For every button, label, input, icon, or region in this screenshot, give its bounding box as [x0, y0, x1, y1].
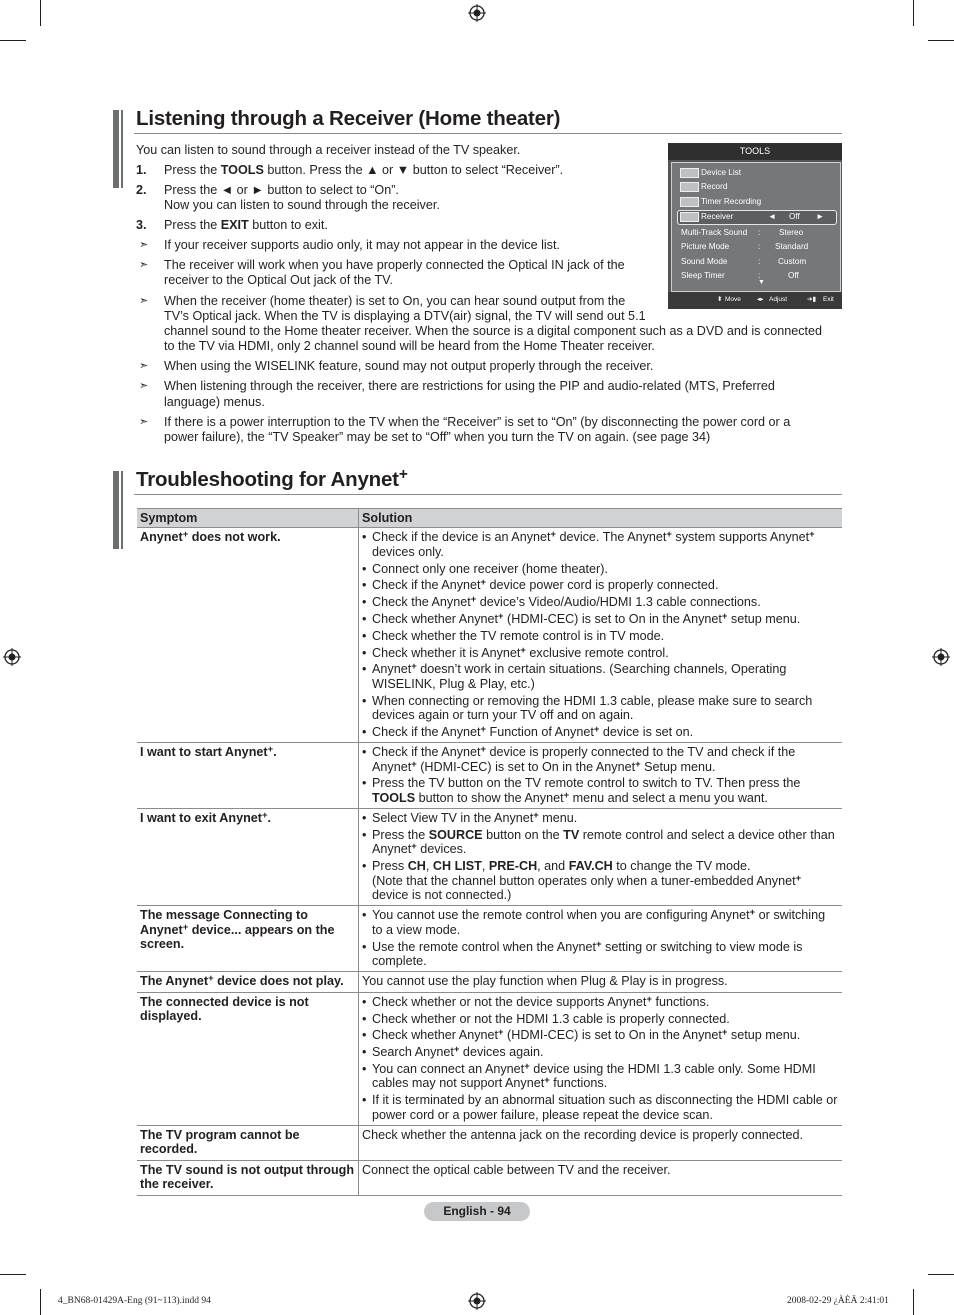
menu-item-record[interactable]: Record: [701, 182, 728, 191]
plus-mark: +: [520, 644, 526, 656]
crop-mark: [913, 1289, 914, 1315]
setting-label: Sound Mode: [681, 257, 728, 266]
note-arrow-icon: ➣: [139, 259, 149, 271]
registration-mark-icon: [932, 648, 950, 666]
list-item: • Check whether Anynet+ (HDMI-CEC) is set to On in the Anynet+ setup menu.: [362, 1028, 839, 1042]
plus-mark: +: [550, 529, 557, 541]
footer-adjust-label: Adjust: [769, 296, 788, 303]
note-arrow-icon: ➣: [139, 295, 149, 307]
note-arrow-icon: ➣: [139, 360, 149, 372]
col-solution-header: Solution: [359, 509, 843, 528]
keyword: FAV.CH: [568, 859, 613, 874]
solution-cell: [359, 992, 843, 1125]
plus-mark: +: [498, 610, 504, 622]
table-row: [137, 992, 842, 1125]
crop-mark: [0, 1274, 26, 1275]
footer-move-label: Move: [725, 296, 741, 303]
plus-mark: +: [498, 1027, 504, 1039]
anynet-logo-icon: [680, 197, 699, 207]
setting-label: Picture Mode: [681, 242, 730, 251]
note-text: power failure), the “TV Speaker” may be set to “Off” when you turn the TV on again. (see page 34): [164, 430, 711, 444]
step-number: 1.: [136, 163, 147, 177]
note-text: The receiver will work when you have properly connected the Optical IN jack of the: [164, 258, 625, 272]
note-text: TV’s Optical jack. When the TV is displaying a DTV(air) signal, the TV will send out 5.1: [164, 309, 646, 323]
plus-mark: +: [261, 809, 268, 821]
troubleshooting-table: [137, 508, 842, 1196]
plus-mark: +: [480, 577, 487, 589]
registration-mark-icon: [3, 648, 21, 666]
section-accent-bar: [121, 471, 123, 549]
table-row: [137, 809, 842, 906]
right-arrow-icon[interactable]: ►: [816, 212, 825, 221]
step-number: 3.: [136, 218, 147, 232]
table-header-row: [137, 509, 842, 528]
crop-mark: [40, 0, 41, 26]
solution-cell: [359, 906, 843, 972]
symptom-cell: The message Connecting to Anynet+ device... appears on the screen.: [137, 906, 359, 972]
note-text: language) menus.: [164, 395, 265, 409]
plus-mark: +: [563, 789, 570, 801]
menu-item-device-list[interactable]: Device List: [701, 168, 742, 177]
solution-cell: Check whether the antenna jack on the recording device is properly connected.: [359, 1126, 843, 1161]
footer-exit-label: Exit: [823, 296, 834, 303]
setting-sep: :: [758, 271, 761, 280]
setting-value: Standard: [775, 242, 809, 251]
list-item: • Search Anynet+ devices again.: [362, 1045, 839, 1059]
symptom-cell: The connected device is not displayed.: [137, 992, 359, 1125]
list-item: • Check whether or not the device supports Anynet+ functions.: [362, 995, 839, 1009]
crop-mark: [0, 40, 26, 41]
plus-mark: +: [721, 610, 728, 622]
plus-mark: +: [411, 841, 417, 853]
anynet-logo-icon: [680, 182, 699, 192]
setting-value: Custom: [778, 257, 807, 266]
keyword: TOOLS: [372, 790, 416, 805]
plus-mark: +: [182, 529, 189, 541]
section-rule: [134, 133, 842, 134]
section-rule: [134, 494, 842, 495]
list-item: • Select View TV in the Anynet+ menu.: [362, 811, 839, 825]
plus-mark: +: [208, 973, 214, 985]
symptom-cell: I want to exit Anynet+.: [137, 809, 359, 906]
setting-label: Multi-Track Sound: [681, 228, 748, 237]
setting-sep: :: [758, 228, 761, 237]
crop-mark: [913, 0, 914, 26]
plus-mark: +: [593, 723, 600, 735]
plus-mark: +: [524, 1060, 530, 1072]
table-row: [137, 743, 842, 809]
note-text: When listening through the receiver, there are restrictions for using the PIP and audio-related (MTS, Preferred: [164, 379, 775, 393]
list-item: • Check if the device is an Anynet+ device. The Anynet+ system supports Anynet+ devices only.: [362, 530, 839, 559]
plus-mark: +: [411, 661, 417, 673]
page-number-badge: English - 94: [424, 1202, 530, 1221]
solution-list: [362, 530, 839, 739]
print-slug-right: 2008-02-29 ¿ÀÈÄ 2:41:01: [787, 1296, 889, 1306]
plus-mark: +: [646, 993, 652, 1005]
anynet-logo-icon: [680, 168, 699, 178]
plus-mark: +: [795, 872, 802, 884]
symptom-cell: I want to start Anynet+.: [137, 743, 359, 809]
setting-value: Off: [788, 271, 799, 280]
setting-sep: :: [758, 257, 761, 266]
keyword: PRE-CH: [488, 859, 538, 874]
setting-sep: :: [758, 242, 761, 251]
list-item: • Use the remote control when the Anynet+ setting or switching to view mode is complete.: [362, 940, 839, 969]
step-2-line-1: Press the ◄ or ► button to select to “On”.: [164, 183, 399, 197]
crop-mark: [40, 1289, 41, 1315]
solution-cell: [359, 743, 843, 809]
symptom-cell: Anynet+ does not work.: [137, 528, 359, 743]
registration-mark-icon: [468, 1292, 486, 1310]
keyword: CH LIST: [432, 859, 482, 874]
plus-mark: +: [666, 529, 672, 541]
note-text: to the TV via HDMI, only 2 channel sound will be heard from the Home Theater receiver.: [164, 339, 655, 353]
section-title-troubleshooting: Troubleshooting for Anynet+: [136, 466, 408, 491]
note-text: If there is a power interruption to the TV when the “Receiver” is set to “On” (by disconnecting the power cord or a: [164, 415, 791, 429]
scroll-down-icon[interactable]: ▼: [758, 279, 765, 286]
list-item: • Press the SOURCE button on the TV remote control and select a device other than Anynet+ devices.: [362, 828, 839, 857]
crop-mark: [928, 40, 954, 41]
crop-mark: [928, 1274, 954, 1275]
keyword: SOURCE: [428, 828, 483, 843]
list-item: • Check the Anynet+ device’s Video/Audio/HDMI 1.3 cable connections.: [362, 595, 839, 609]
tools-menu-list: [671, 162, 841, 292]
note-text: When the receiver (home theater) is set to On, you can hear sound output from the: [164, 294, 626, 308]
solution-list: [362, 908, 839, 968]
plus-mark: +: [749, 907, 756, 919]
intro-text: You can listen to sound through a receiver instead of the TV speaker.: [136, 143, 521, 157]
note-arrow-icon: ➣: [139, 239, 149, 251]
tools-menu-header: TOOLS: [668, 143, 842, 160]
list-item: • Check whether Anynet+ (HDMI-CEC) is set to On in the Anynet+ setup menu.: [362, 612, 839, 626]
tools-menu-footer: [668, 292, 842, 309]
solution-cell: [359, 809, 843, 906]
table-row: [137, 972, 842, 992]
left-arrow-icon[interactable]: ◄: [768, 212, 777, 221]
plus-mark: +: [635, 758, 641, 770]
plus-mark: +: [809, 529, 815, 541]
leftright-icon: ◂▸: [757, 296, 764, 303]
table-row: [137, 1160, 842, 1195]
section-accent-bar: [113, 110, 119, 188]
plus-mark: +: [453, 1044, 460, 1055]
solution-list: [362, 995, 839, 1122]
solution-cell: You cannot use the play function when Plug & Play is in progress.: [359, 972, 843, 992]
plus-mark: +: [533, 809, 539, 821]
keyword: TV: [563, 828, 580, 843]
plus-mark: +: [596, 938, 602, 950]
section-accent-bar: [113, 471, 119, 549]
list-item: • Check if the Anynet+ device is properly connected to the TV and check if the Anynet+ (HDMI-CEC) is set to On in the Anynet+ Setup menu.: [362, 745, 839, 774]
plus-mark: +: [267, 743, 274, 755]
note-text: receiver to the Optical Out jack of the TV.: [164, 273, 393, 287]
step-1-text: Press the TOOLS button. Press the ▲ or ▼ button to select “Receiver”.: [164, 163, 564, 177]
tools-menu-panel: [668, 143, 842, 309]
plus-mark: +: [721, 1027, 728, 1039]
note-text: When using the WISELINK feature, sound may not output properly through the receiver.: [164, 359, 654, 373]
list-item: • You cannot use the remote control when you are configuring Anynet+ or switching to a view mode.: [362, 908, 839, 937]
list-item: • Check whether or not the HDMI 1.3 cable is properly connected.: [362, 1012, 839, 1026]
list-item: • If it is terminated by an abnormal situation such as disconnecting the HDMI cable or power cord or a power failure, please repeat the device scan.: [362, 1093, 839, 1122]
list-item: • Check if the Anynet+ Function of Anynet+ device is set on.: [362, 725, 839, 739]
updown-icon: ⬍: [717, 296, 723, 303]
anynet-logo-icon: [680, 212, 699, 222]
note-arrow-icon: ➣: [139, 416, 149, 428]
section-accent-bar: [121, 110, 123, 188]
symptom-cell: The Anynet+ device does not play.: [137, 972, 359, 992]
list-item: • Press the TV button on the TV remote control to switch to TV. Then press the TOOLS button to show the Anynet+ menu and select a menu you want.: [362, 776, 839, 805]
section-title-receiver: Listening through a Receiver (Home theater): [136, 107, 561, 130]
setting-label: Sleep Timer: [681, 271, 725, 280]
symptom-cell: The TV program cannot be recorded.: [137, 1126, 359, 1161]
plus-mark: +: [480, 743, 487, 755]
solution-list: [362, 811, 839, 902]
menu-item-timer-recording[interactable]: Timer Recording: [701, 197, 762, 206]
table-row: [137, 1126, 842, 1161]
note-text: channel sound to the Home theater receiver. When the source is a digital component such as a DVD and is connected: [164, 324, 823, 338]
list-item: • You can connect an Anynet+ device using the HDMI 1.3 cable only. Some HDMI cables may not support Anynet+ functions.: [362, 1062, 839, 1091]
note-arrow-icon: ➣: [139, 380, 149, 392]
plus-mark: +: [480, 723, 487, 735]
table-row: [137, 528, 842, 743]
solution-list: [362, 745, 839, 805]
table-row: [137, 906, 842, 972]
note-text: If your receiver supports audio only, it may not appear in the device list.: [164, 238, 560, 252]
plus-mark: +: [411, 758, 417, 770]
plus-mark: +: [544, 1075, 550, 1087]
list-item: • Check if the Anynet+ device power cord is properly connected.: [362, 578, 839, 592]
registration-mark-icon: [468, 4, 486, 22]
step-3-text: Press the EXIT button to exit.: [164, 218, 328, 232]
list-item: • Connect only one receiver (home theater).: [362, 562, 839, 576]
keyword: CH: [407, 859, 426, 874]
list-item: • Anynet+ doesn’t work in certain situations. (Searching channels, Operating WISELINK, Plug & Play, etc.): [362, 662, 839, 691]
list-item: • Check whether the TV remote control is in TV mode.: [362, 629, 839, 643]
solution-cell: Connect the optical cable between TV and the receiver.: [359, 1160, 843, 1195]
list-item: • When connecting or removing the HDMI 1.3 cable, please make sure to search devices again or turn your TV off and on again.: [362, 694, 839, 723]
list-item: • Press CH, CH LIST, PRE-CH, and FAV.CH to change the TV mode. (Note that the channel button operates only when a tuner-embedded Anynet+ device is not connected.): [362, 859, 839, 902]
receiver-label: Receiver: [701, 212, 734, 221]
symptom-cell: The TV sound is not output through the receiver.: [137, 1160, 359, 1195]
exit-icon: ➔▮: [807, 296, 817, 303]
solution-cell: [359, 528, 843, 743]
plus-mark: +: [470, 593, 477, 605]
step-2-line-2: Now you can listen to sound through the receiver.: [164, 198, 440, 212]
list-item: • Check whether it is Anynet+ exclusive remote control.: [362, 646, 839, 660]
col-symptom-header: Symptom: [137, 509, 359, 528]
print-slug-left: 4_BN68-01429A-Eng (91~113).indd 94: [58, 1296, 211, 1306]
setting-value: Stereo: [779, 228, 804, 237]
step-number: 2.: [136, 183, 147, 197]
receiver-value: Off: [789, 212, 800, 221]
plus-mark: +: [182, 921, 189, 933]
